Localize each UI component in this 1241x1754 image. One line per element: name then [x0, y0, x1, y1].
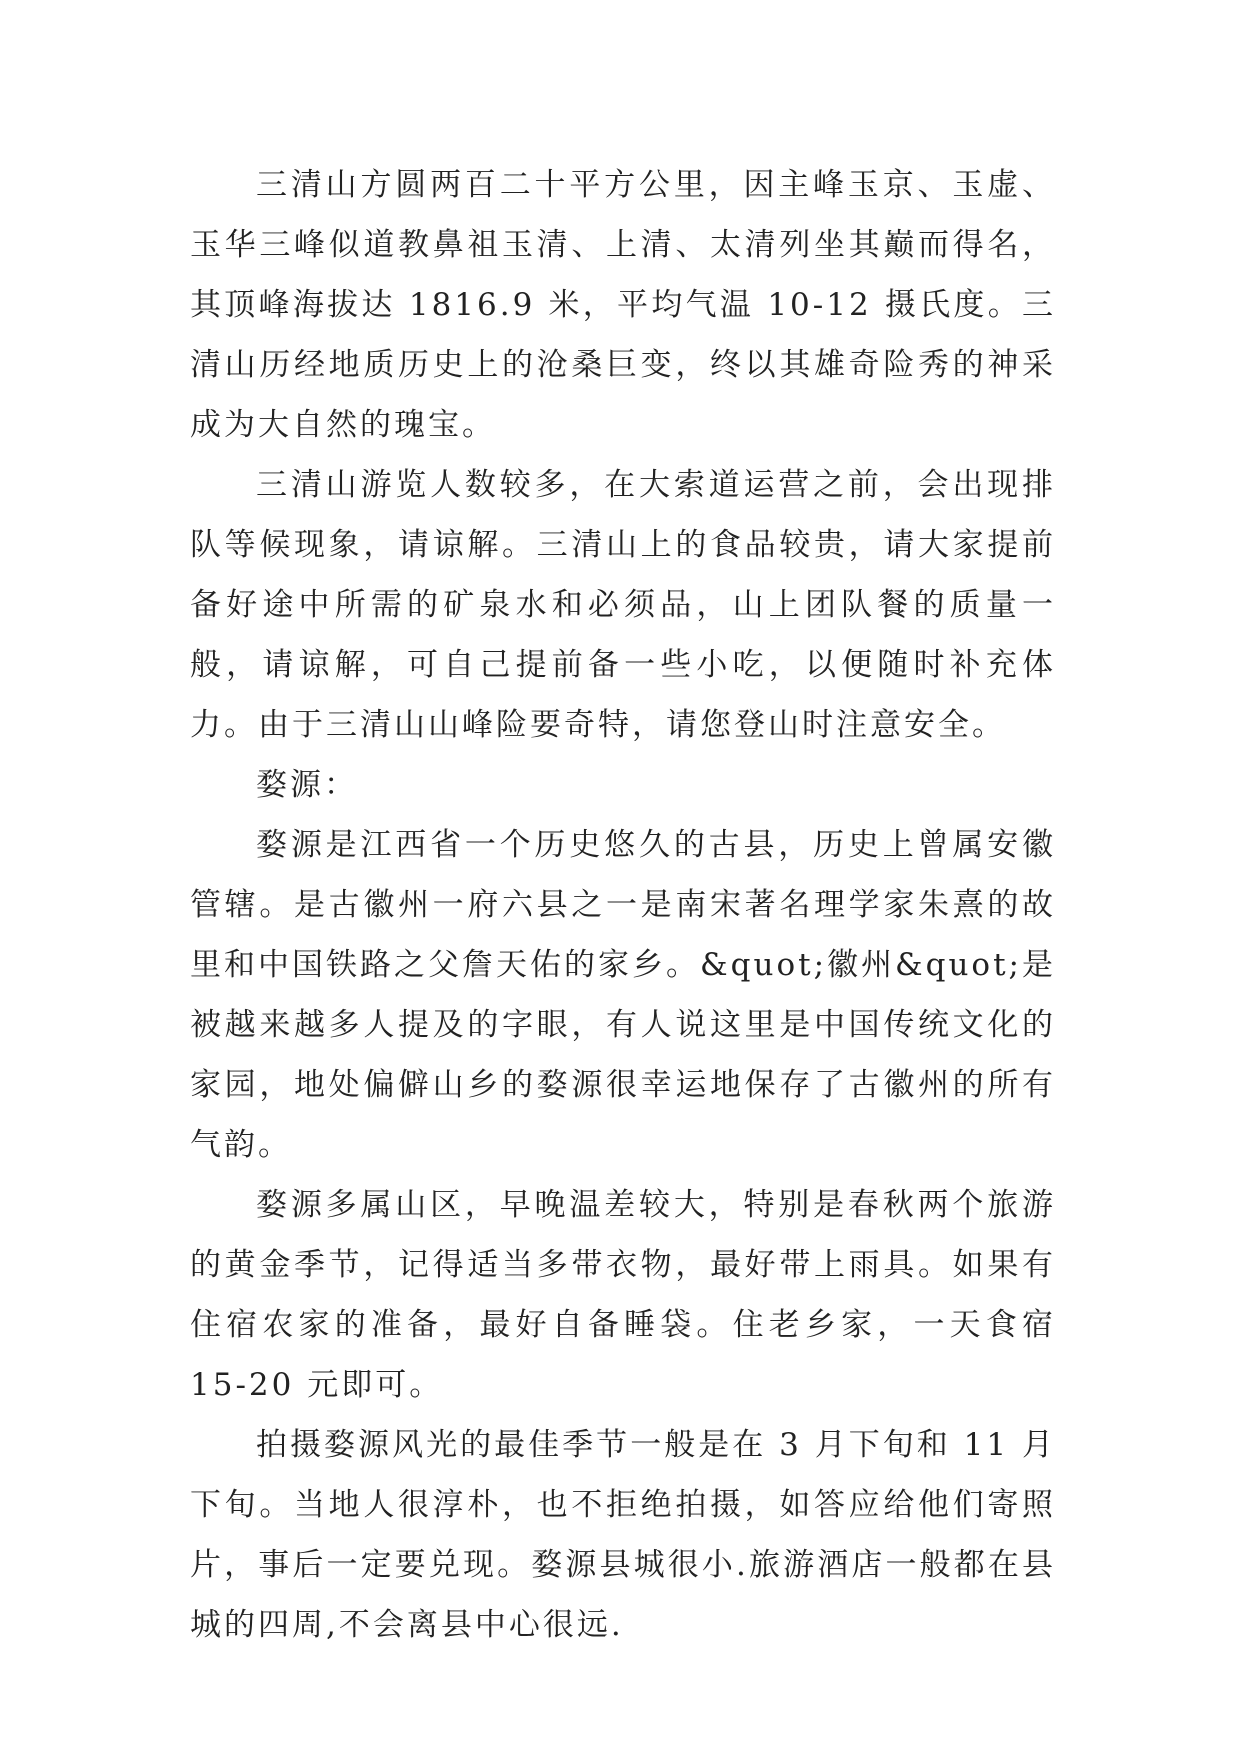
paragraph-wuyuan-photography: 拍摄婺源风光的最佳季节一般是在 3 月下旬和 11 月下旬。当地人很淳朴，也不拒绝拍摄，如答应给他们寄照片，事后一定要兑现。婺源县城很小.旅游酒店一般都在县城的四周,不会离县中心很远. [190, 1427, 1056, 1643]
body-text [190, 155, 1056, 1655]
section-heading-wuyuan: 婺源： [256, 767, 358, 803]
paragraph-wuyuan-intro: 婺源是江西省一个历史悠久的古县，历史上曾属安徽管辖。是古徽州一府六县之一是南宋著名理学家朱熹的故里和中国铁路之父詹天佑的家乡。&quot;徽州&quot;是被越来越多人提及的字眼，有人说这里是中国传统文化的家园，地处偏僻山乡的婺源很幸运地保存了古徽州的所有气韵。 [190, 827, 1056, 1163]
paragraph-sanqingshan-tips: 三清山游览人数较多，在大索道运营之前，会出现排队等候现象，请谅解。三清山上的食品较贵，请大家提前备好途中所需的矿泉水和必须品，山上团队餐的质量一般，请谅解，可自己提前备一些小吃，以便随时补充体力。由于三清山山峰险要奇特，请您登山时注意安全。 [190, 467, 1056, 743]
paragraph-sanqingshan-intro: 三清山方圆两百二十平方公里，因主峰玉京、玉虚、玉华三峰似道教鼻祖玉清、上清、太清列坐其巅而得名，其顶峰海拔达 1816.9 米，平均气温 10-12 摄氏度。三清山历经地质历史上的沧桑巨变，终以其雄奇险秀的神采成为大自然的瑰宝。 [190, 167, 1056, 443]
paragraph-wuyuan-climate: 婺源多属山区，早晚温差较大，特别是春秋两个旅游的黄金季节，记得适当多带衣物，最好带上雨具。如果有住宿农家的准备，最好自备睡袋。住老乡家，一天食宿 15-20 元即可。 [190, 1187, 1056, 1403]
